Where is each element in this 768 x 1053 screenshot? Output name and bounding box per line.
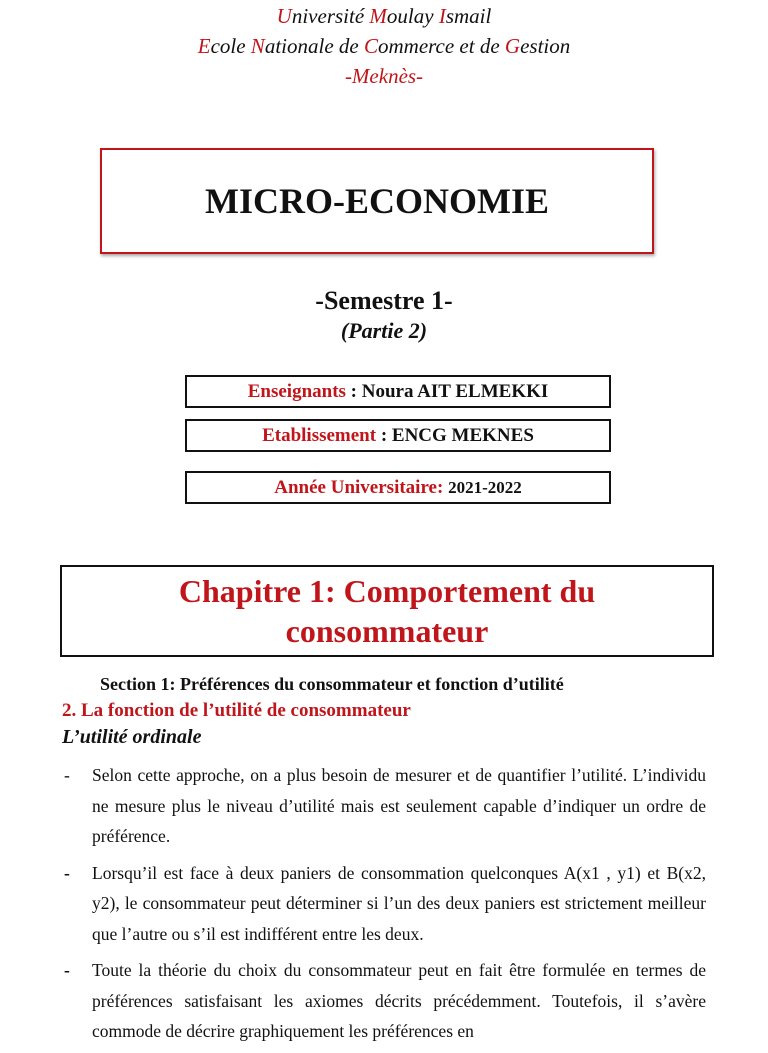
initial: U xyxy=(276,4,292,28)
subsection-heading: 2. La fonction de l’utilité de consommateur xyxy=(62,700,411,721)
bullet-list xyxy=(62,760,706,1053)
initial: M xyxy=(369,4,387,28)
teachers-value: Noura AIT ELMEKKI xyxy=(361,380,549,402)
initial: C xyxy=(363,34,378,58)
bullet-marker: - xyxy=(64,765,70,785)
institution-separator: : xyxy=(376,424,392,446)
chapter-title-line2: consommateur xyxy=(285,613,489,649)
part-label: (Partie 2) xyxy=(340,318,428,343)
word-rest: oulay xyxy=(386,4,439,28)
academic-year-box xyxy=(185,471,611,504)
institution-label: Etablissement xyxy=(262,424,377,446)
teachers-label: Enseignants xyxy=(247,380,346,402)
word-rest: cole xyxy=(210,34,251,58)
bullet-item xyxy=(62,858,706,950)
initial: N xyxy=(250,34,265,58)
word-rest: smail xyxy=(445,4,492,28)
teachers-box xyxy=(185,375,611,408)
word-rest: niversité xyxy=(291,4,370,28)
initial: E xyxy=(197,34,211,58)
city-name: -Meknès- xyxy=(344,64,424,88)
word-rest: estion xyxy=(520,34,571,58)
bullet-text: Toute la théorie du choix du consommateur peut en fait être formulée en termes de préférences satisfaisant les axiomes décrits précédemment. Toutefois, il s’avère commode de décrire graphiquement les préférences en xyxy=(92,960,706,1041)
subheading: L’utilité ordinale xyxy=(62,726,202,748)
bullet-marker: - xyxy=(64,862,70,883)
section-heading: Section 1: Préférences du consommateur et fonction d’utilité xyxy=(100,674,564,694)
course-title-box xyxy=(100,148,654,254)
bullet-text: Selon cette approche, on a plus besoin de mesurer et de quantifier l’utilité. L’individu ne mesure plus le niveau d’utilité mais est seulement capable d’indiquer un ordre de préférence. xyxy=(92,765,706,846)
semester-label: -Semestre 1- xyxy=(315,286,453,315)
university-name xyxy=(0,4,768,29)
academic-year-label: Année Universitaire: xyxy=(274,476,444,498)
academic-year-value: 2021-2022 xyxy=(448,477,522,497)
initial: G xyxy=(504,34,521,58)
teachers-separator: : xyxy=(345,380,362,402)
initial: I xyxy=(438,4,446,28)
course-title: MICRO-ECONOMIE xyxy=(205,181,549,221)
word-rest: ommerce et de xyxy=(377,34,505,58)
bullet-text: Lorsqu’il est face à deux paniers de consommation quelconques A(x1 , y1) et B(x2, y2), le consommateur peut déterminer si l’un des deux paniers est strictement meilleur que l’autre ou s’il est indifférent entre les deux. xyxy=(92,862,706,944)
word-rest: ationale de xyxy=(264,34,364,58)
school-name xyxy=(0,34,768,59)
institution-value: ENCG MEKNES xyxy=(391,424,534,446)
chapter-title-line1: Chapitre 1: Comportement du xyxy=(178,573,596,609)
bullet-marker: - xyxy=(64,960,70,980)
chapter-title-box xyxy=(60,565,714,657)
bullet-item xyxy=(62,760,706,852)
bullet-item xyxy=(62,955,706,1047)
institution-box xyxy=(185,419,611,452)
